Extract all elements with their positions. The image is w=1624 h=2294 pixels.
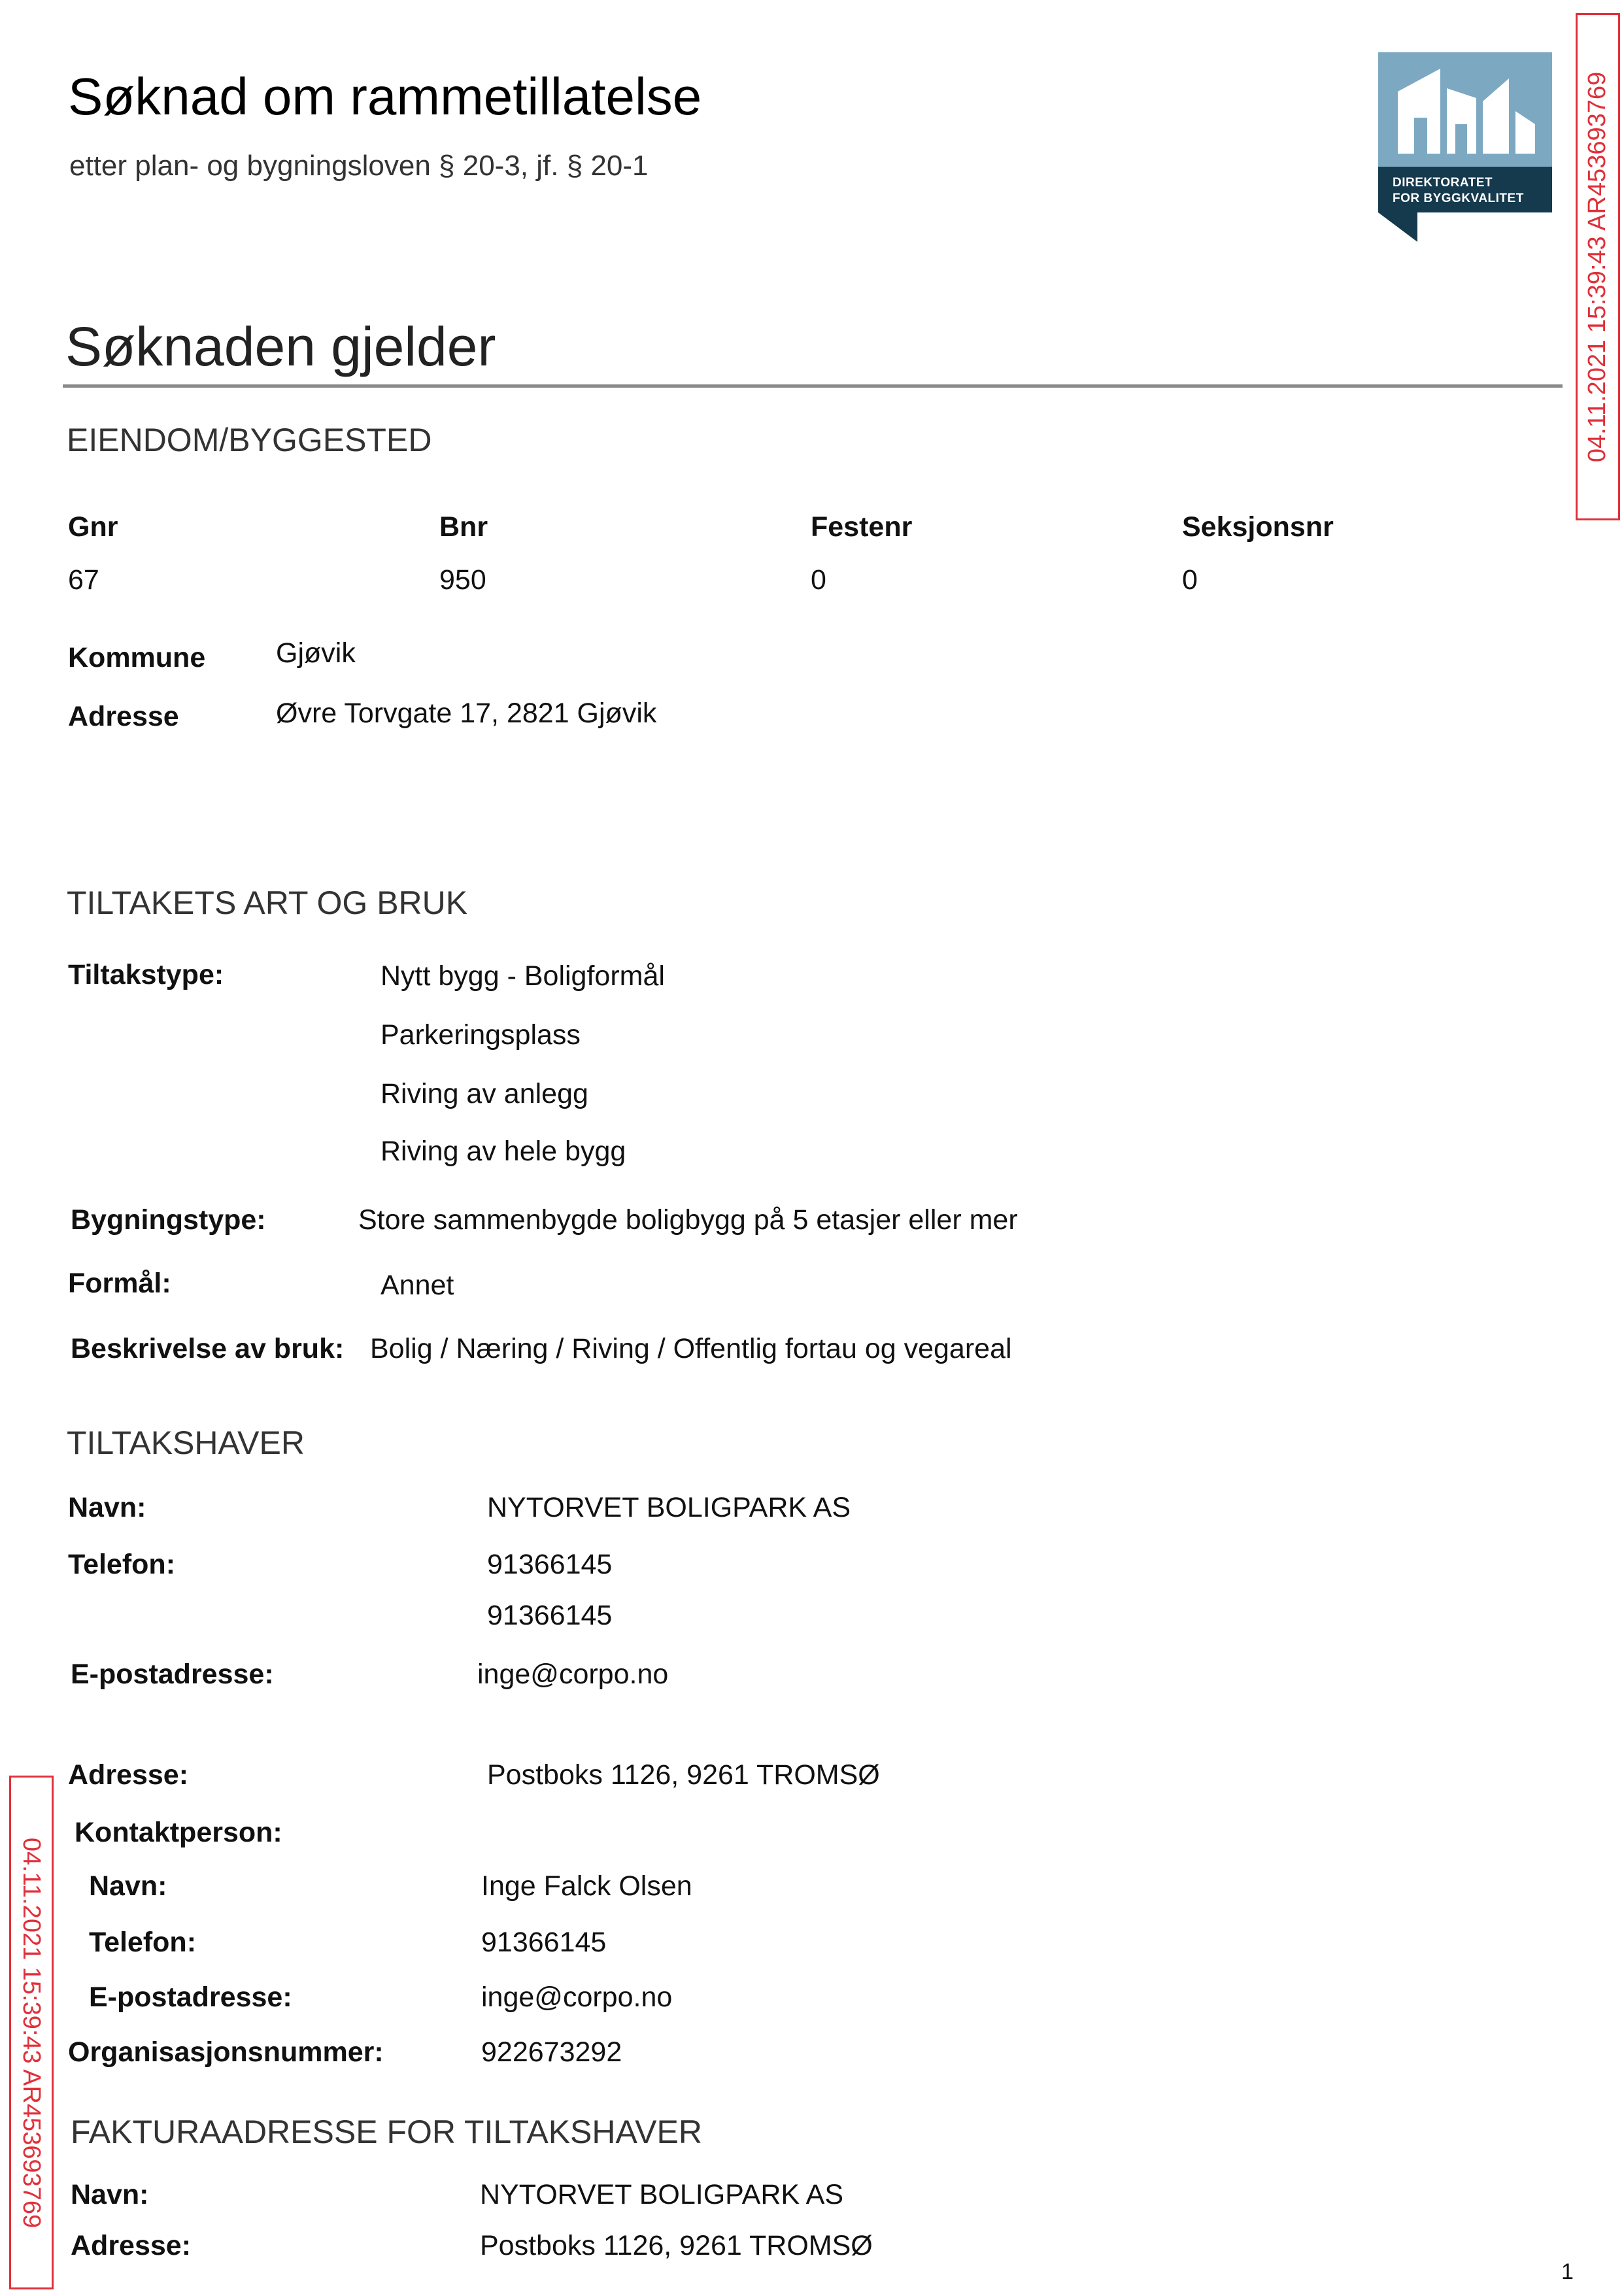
document-title: Søknad om rammetillatelse xyxy=(68,67,702,126)
beskrivelse-value: Bolig / Næring / Riving / Offentlig fortau og vegareal xyxy=(370,1333,1012,1364)
archive-stamp-right: 04.11.2021 15:39:43 AR453693769 xyxy=(1576,13,1620,520)
tiltakstype-item: Parkeringsplass xyxy=(381,1019,581,1051)
logo-text-band xyxy=(1378,167,1552,212)
bygningstype-value: Store sammenbygde boligbygg på 5 etasjer eller mer xyxy=(358,1204,1018,1236)
faktura-adresse-label: Adresse: xyxy=(71,2230,192,2261)
kontakt-navn-label: Navn: xyxy=(89,1870,167,1902)
tiltakshaver-navn-label: Navn: xyxy=(68,1492,146,1523)
archive-stamp-left: 04.11.2021 15:39:43 AR453693769 xyxy=(9,1776,54,2289)
tiltakshaver-adresse-value: Postboks 1126, 9261 TROMSØ xyxy=(487,1759,880,1791)
page-number: 1 xyxy=(1561,2259,1574,2284)
tiltakstype-item: Riving av hele bygg xyxy=(381,1136,626,1167)
kontakt-epost-label: E-postadresse: xyxy=(89,1982,292,2013)
kontakt-epost-value: inge@corpo.no xyxy=(481,1982,673,2013)
logo-building-icon xyxy=(1378,52,1552,167)
faktura-heading: FAKTURAADRESSE FOR TILTAKSHAVER xyxy=(71,2114,702,2150)
kommune-label: Kommune xyxy=(68,642,206,673)
tiltakstype-item: Nytt bygg - Boligformål xyxy=(381,960,665,992)
kontaktperson-label: Kontaktperson: xyxy=(75,1817,282,1848)
eiendom-heading: EIENDOM/BYGGESTED xyxy=(67,422,432,458)
section-title: Søknaden gjelder xyxy=(65,316,496,377)
gnr-label: Gnr xyxy=(68,511,118,543)
tiltakstype-label: Tiltakstype: xyxy=(68,959,224,990)
tiltakshaver-navn-value: NYTORVET BOLIGPARK AS xyxy=(487,1492,851,1523)
adresse-value: Øvre Torvgate 17, 2821 Gjøvik xyxy=(276,698,657,729)
festenr-value: 0 xyxy=(811,564,826,596)
bnr-value: 950 xyxy=(439,564,486,596)
tiltakshaver-telefon-value: 91366145 xyxy=(487,1549,613,1580)
gnr-value: 67 xyxy=(68,564,99,596)
festenr-label: Festenr xyxy=(811,511,913,543)
faktura-adresse-value: Postboks 1126, 9261 TROMSØ xyxy=(480,2230,873,2261)
kontakt-telefon-value: 91366145 xyxy=(481,1927,607,1958)
document-subtitle: etter plan- og bygningsloven § 20-3, jf. § 20-1 xyxy=(69,150,649,182)
orgnr-value: 922673292 xyxy=(481,2036,622,2068)
kontakt-telefon-label: Telefon: xyxy=(89,1927,197,1958)
tiltakshaver-heading: TILTAKSHAVER xyxy=(67,1425,305,1461)
kontakt-navn-value: Inge Falck Olsen xyxy=(481,1870,692,1902)
logo-line1: DIREKTORATET xyxy=(1393,176,1493,190)
tiltak-heading: TILTAKETS ART OG BRUK xyxy=(67,885,468,921)
tiltakshaver-epost-label: E-postadresse: xyxy=(71,1659,274,1690)
logo-corner-icon xyxy=(1378,212,1417,242)
tiltakshaver-epost-value: inge@corpo.no xyxy=(477,1659,669,1690)
adresse-label: Adresse xyxy=(68,701,179,732)
tiltakshaver-adresse-label: Adresse: xyxy=(68,1759,189,1791)
section-divider xyxy=(63,384,1563,388)
logo-line2: FOR BYGGKVALITET xyxy=(1393,192,1524,205)
orgnr-label: Organisasjonsnummer: xyxy=(68,2036,384,2068)
faktura-navn-value: NYTORVET BOLIGPARK AS xyxy=(480,2179,844,2210)
seksjonsnr-label: Seksjonsnr xyxy=(1182,511,1334,543)
dibk-logo xyxy=(1378,52,1552,242)
tiltakshaver-telefon-label: Telefon: xyxy=(68,1549,176,1580)
seksjonsnr-value: 0 xyxy=(1182,564,1198,596)
formal-label: Formål: xyxy=(68,1268,171,1299)
bnr-label: Bnr xyxy=(439,511,488,543)
formal-value: Annet xyxy=(381,1270,454,1301)
bygningstype-label: Bygningstype: xyxy=(71,1204,266,1236)
faktura-navn-label: Navn: xyxy=(71,2179,149,2210)
beskrivelse-label: Beskrivelse av bruk: xyxy=(71,1333,345,1364)
tiltakshaver-telefon-value: 91366145 xyxy=(487,1600,613,1631)
tiltakstype-item: Riving av anlegg xyxy=(381,1078,588,1109)
kommune-value: Gjøvik xyxy=(276,637,356,669)
